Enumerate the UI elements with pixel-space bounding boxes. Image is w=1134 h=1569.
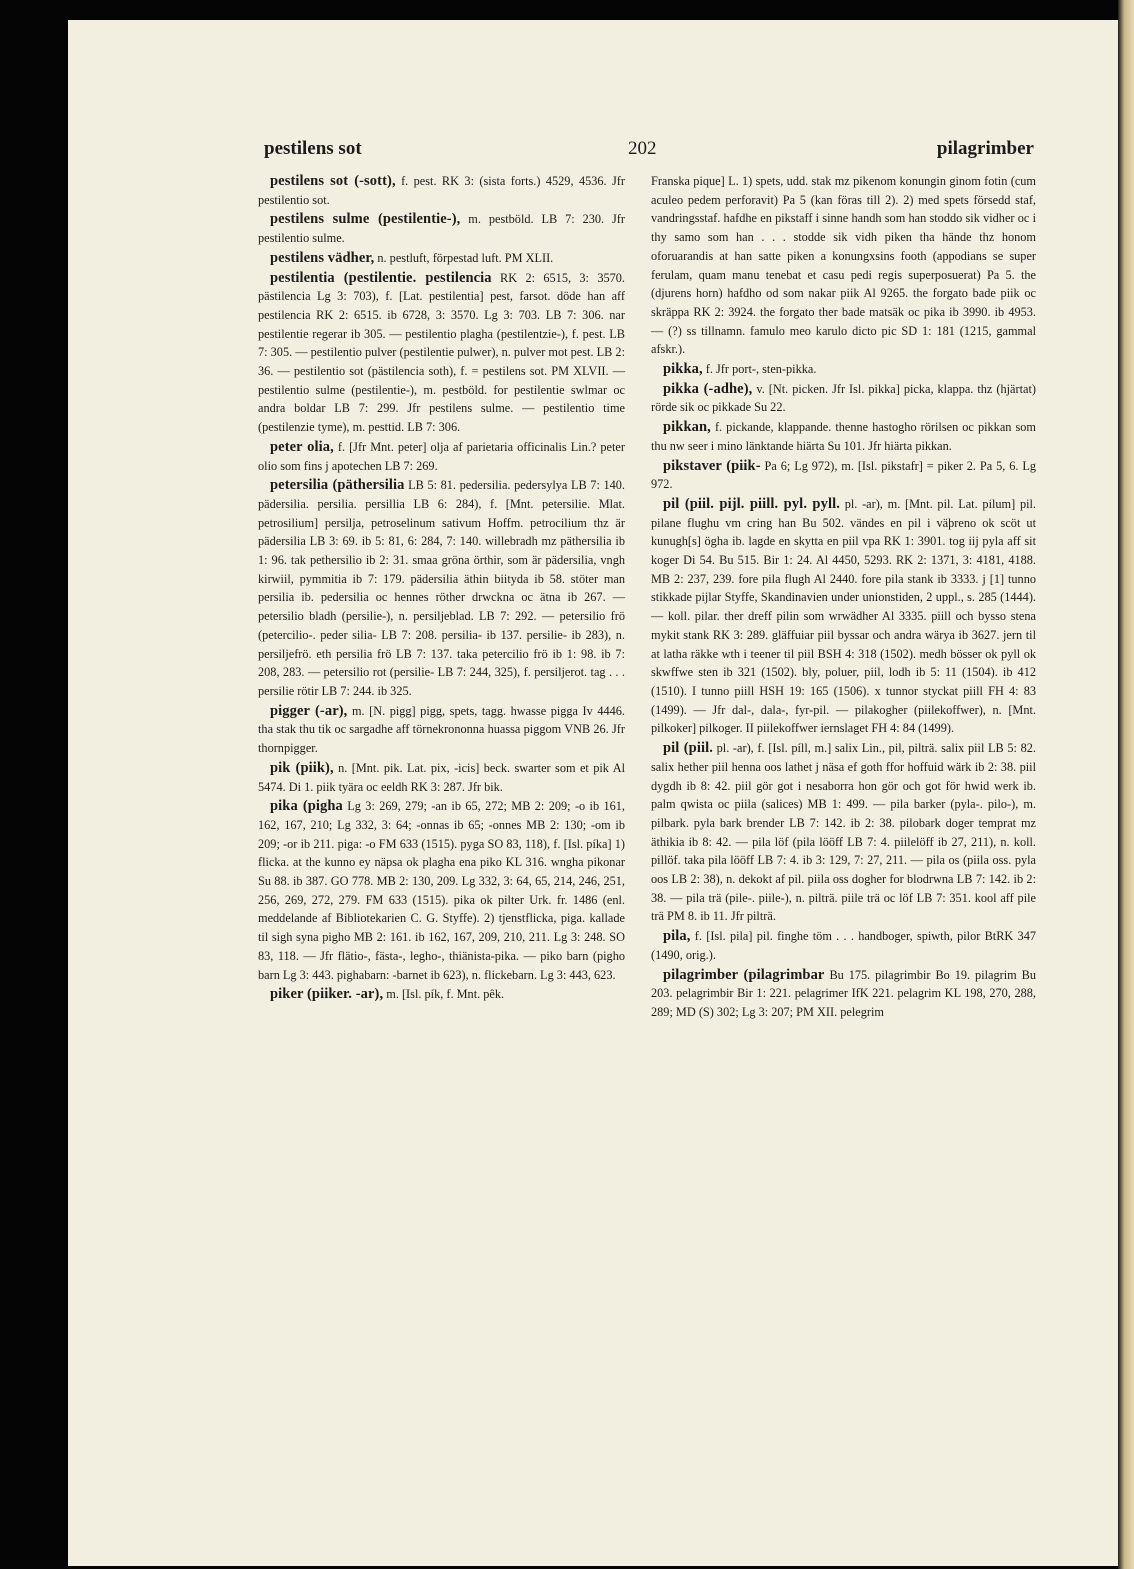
headword: piker (piiker. -ar),: [270, 986, 384, 1003]
headword: pikka (-adhe),: [663, 380, 753, 397]
entry-body: Franska pique] L. 1) spets, udd. stak mz pikenom konungin ginom fotin (cum aculeo pedem perforavit) Pa 5 (kan föras till 2). 2) med spets försedd staf, vandringsstaf. hafdhe en pikstaff i sinne handh som han stoddo sik vidher oc i thy samo som han . . . stodde sik vidh piken tha hände thz honom oforuarandis at han satte piken a konungxsins footh (appodians se super ferulam, quam manu tenebat et casu pedi regis superposuerat) Pa 5. the (djurens horn) hafdho od som nakar piik Al 9265. the forgato bade piik oc skräppa RK 2: 3924. the forgato ther bade matsäk oc pika ib 3990. ib 4953. — (?) ss tillnamn. famulo meo karulo dicto pic SD 1: 181 (1215, gammal afskr.).: [651, 174, 1036, 357]
headword: pil (piil.: [663, 740, 713, 757]
entry-body: f. pickande, klappande. thenne hastogho rörilsen oc pikkan som thu nw seer i mino länktande hiärta Su 101. Jfr hiärta pikkan.: [651, 420, 1036, 453]
headword: pikstaver (piik-: [663, 457, 761, 474]
headword: pestilens sulme (pestilentie-),: [270, 211, 461, 228]
entry: [258, 702, 625, 758]
headword: pikkan,: [663, 419, 711, 436]
entry-body: pl. -ar), m. [Mnt. pil. Lat. pilum] pil. pilane flughu vm cring han Bu 502. vändes en pil i väþreno ok scöt ut kunugh[s] ögha ib. lagde en skytta en piil vpa RK 1: 3901. tog iij pyla aff sit koger Di 54. Bu 515. Bir 1: 24. Al 4450, 5293. RK 2: 1371, 3: 4181, 4188. MB 2: 237, 239. fore pila flugh Al 2440. fore pila stank ib 3333. j [1] tunno stikkade pijlar Styffe, Skandinavien under unionstiden, 2 uppl., s. 285 (1444). — koll. pilar. ther dreff pilin som wrwädher Al 3335. piill och bysso stena mykit stank RK 3: 289. gläffuiar piil byssar och andra wärya ib 3627. jern til at latha räkke wth i teener til piil BSH 4: 318 (1502). medh bösser ok pyll ok skwffwe sten ib 321 (1502). bly, poluer, piil, lodh ib 5: 11 (1504). ib 412 (1510). I tunno piill HSH 19: 165 (1506). x tunnor styckat piill FH 4: 83 (1499). — Jfr dal-, dala-, fyr-pil. — pilakogher (piilekoffwer), n. [Mnt. pilkoker] pilkoger. II piilekoffwer iernslaget FH 4: 84 (1499).: [651, 496, 1037, 736]
headword: pik (piik),: [270, 759, 334, 776]
entry: [258, 438, 625, 475]
headword: pil (piil. pijl. piill. pyl. pyll.: [663, 495, 840, 512]
headword: pika (pigha: [270, 798, 343, 815]
headword: pigger (-ar),: [270, 702, 348, 719]
entry: [258, 210, 625, 247]
headword: pila,: [663, 928, 691, 945]
entry: [258, 797, 625, 984]
entry: [258, 476, 625, 700]
entry-body: Lg 3: 269, 279; -an ib 65, 272; MB 2: 209; -o ib 161, 162, 167, 210; Lg 332, 3: 64; -onnas ib 65; -onnes MB 2: 130; -om ib 209; -or ib 211. piga: -o FM 633 (1515). pyga SO 83, 118), f. [Isl. píka] 1) flicka. at the kunno ey näpsa ok plagha ena piko KL 316. wngha pikonar Su 88. ib 387. GO 778. MB 2: 130, 209. Lg 332, 3: 64, 65, 214, 246, 251, 256, 269, 272, 279. FM 633 (1515). pika ok pilter Urk. fr. 1486 (enl. meddelande af Bibliotekarien C. G. Styffe). 2) tjenstflicka, piga. kallade til sigh syna pigho MB 2: 161. ib 162, 167, 209, 210, 211. Lg 3: 248. SO 83, 118. — Jfr flätio-, fästa-, legho-, thiänista-pika. — piko barn (pigho barn Lg 3: 443. pighabarn: -barnet ib 623), n. flickebarn. Lg 3: 443, 623.: [258, 799, 625, 982]
entry-body: RK 2: 6515, 3: 3570. pästilencia Lg 3: 703), f. [Lat. pestilentia] pest, farsot. döde han aff pestilencia RK 2: 6515. ib 6728, 3: 3570. Lg 3: 703. LB 7: 306. nar pestilentie regerar ib 305. — pestilentio plagha (pestilentzie-), f. pest. LB 7: 305. — pestilentio pulver (pestilentie pulwer), n. pulver mot pest. LB 2: 36. — pestilentio sot (pästilencia soth), f. = pestilens sot. PM XLVII. — pestilentio sulme (pestilentie-), m. pestböld. for pestilentie swlmar oc andra boldar LB 7: 299. Jfr pestilens sulme. — pestilentio time (pestilenzie tyme), m. pesttid. LB 7: 306.: [258, 270, 625, 435]
entry-continuation: [651, 172, 1036, 359]
entry-body: Pa 6; Lg 972), m. [Isl. pikstafr] = piker 2. Pa 5, 6. Lg 972.: [651, 458, 1036, 492]
headword: pikka,: [663, 361, 703, 378]
entry: [651, 495, 1036, 738]
headword: pestilens vädher,: [270, 249, 375, 266]
headword: petersilia (päthersilia: [270, 477, 405, 494]
left-column: [258, 172, 625, 1005]
scan-edge: [1118, 0, 1134, 1569]
entry: [651, 739, 1036, 926]
headword: peter olia,: [270, 438, 334, 455]
running-head: [264, 138, 1034, 168]
entry-body: n. [Mnt. pik. Lat. pix, -icis] beck. swarter som et pik Al 5474. Di 1. piik tyära oc eeldh RK 3: 287. Jfr bik.: [258, 760, 625, 794]
headword: pestilentia (pestilentie. pestilencia: [270, 269, 492, 286]
entry: [651, 360, 1036, 379]
entry: [651, 418, 1036, 455]
entry-body: Bu 175. pilagrimbir Bo 19. pilagrim Bu 203. pelagrimbir Bir 1: 221. pelagrimer IfK 221. pelagrim KL 198, 270, 288, 289; MD (S) 302; Lg 3: 207; PM XII. pelegrim: [651, 967, 1037, 1019]
headword: pilagrimber (pilagrimbar: [663, 966, 825, 983]
entry: [258, 172, 625, 209]
entry-body: f. Jfr port-, sten-pikka.: [705, 362, 817, 377]
entry: [258, 269, 625, 437]
entry: [651, 457, 1036, 494]
entry: [651, 927, 1036, 964]
entry-body: LB 5: 81. pedersilia. pedersylya LB 7: 140. pädersilia. persilia. persillia LB 6: 284), f. [Mnt. petersilie. Mlat. petrosilium] persilja, petroselinum sativum Hoffm. petrocilium thz är pädersilia LB 3: 69. ib 5: 81, 6: 284, 7: 140. willebradh mz päthersilia ib 1: 96. tak pethersilio ib 2: 31. smaa gröna örthir, som är pädersilia, vngh kirwiil, pymmitia ib 7: 179. pädersilia äthin biityda ib 58. stöter man persilia ib. pedersilia oc hennes röther drwckna oc ätna ib 267. — petersilio bladh (persilie-), n. persiljeblad. LB 7: 292. — petersilio frö (petercilio-. peder silia- LB 7: 208. persilia- ib 137. persilie- ib 283), n. persiljefrö. eth persilia frö LB 7: 137. taka petercilio frö ib 1: 98. ib 7: 208, 283. — petersilio rot (persilie- LB 7: 244, 325), f. persiljerot. tag . . . persilie rötir LB 7: 244. ib 325.: [258, 478, 625, 698]
headword: pestilens sot (-sott),: [270, 173, 396, 189]
page-number: 202: [628, 138, 657, 159]
header-right-keyword: pilagrimber: [936, 138, 1034, 159]
entry-body: m. pestböld. LB 7: 230. Jfr pestilentio sulme.: [258, 212, 625, 246]
entry-body: m. [Isl. pík, f. Mnt. pêk.: [386, 987, 505, 1002]
header-left-keyword: pestilens sot: [264, 138, 362, 159]
entry-body: m. [N. pigg] pigg, spets, tagg. hwasse pigga Iv 4446. tha stak thu tik oc sargadhe aff törnekrononna huassa piggom VNB 26. Jfr thornpigger.: [258, 703, 625, 756]
entry-body: f. [Jfr Mnt. peter] olja af parietaria officinalis Lin.? peter olio som fins j apotechen LB 7: 269.: [258, 439, 625, 473]
entry: [258, 759, 625, 796]
entry-body: n. pestluft, förpestad luft. PM XLII.: [377, 250, 554, 265]
entry: [258, 985, 625, 1004]
entry: [651, 380, 1036, 417]
entry-body: f. pest. RK 3: (sista forts.) 4529, 4536. Jfr pestilentio sot.: [258, 174, 625, 207]
entry: [651, 966, 1036, 1022]
right-column: [651, 172, 1036, 1023]
entry-body: v. [Nt. picken. Jfr Isl. pikka] picka, klappa. thz (hjärtat) rörde sik oc pikkade Su 22.: [651, 381, 1036, 415]
dictionary-page: [68, 20, 1118, 1566]
entry-body: f. [Isl. pila] pil. finghe töm . . . handboger, spiwth, pilor BtRK 347 (1490, orig.).: [651, 929, 1037, 962]
entry-body: pl. -ar), f. [Isl. píll, m.] salix Lin., pil, pilträ. salix piil LB 5: 82. salix hether piil henna oos lathet j näsa ef goth ffor hoffuid wärk ib 2: 38. piil dygdh ib 8: 42. piil gör got i nesaborra hon gör och got för hwid werk ib. palm qwista oc piila (salices) MB 1: 499. — pila barker (pyla-. pilo-), m. pilbark. pyla bark brender LB 7: 142. ib 2: 38. pilobark doger temprat mz äthikia ib 8: 42. — pila löf (pila lööff LB 7: 4. piilelöff ib 27, 211), n. koll. pillöf. taka pila lööff LB 7: 4. ib 3: 129, 7: 27, 211. — pila os (piila oss. pyla oos LB 2: 38), n. dekokt af pil. piila oss dogher for blodrwna LB 7: 142. ib 2: 38. — pila trä (pile-. piile-), n. pilträ. piile trä oc löf LB 7: 351. kool aff pile trä PM 8. ib 11. Jfr pilträ.: [651, 741, 1037, 924]
entry: [258, 249, 625, 268]
